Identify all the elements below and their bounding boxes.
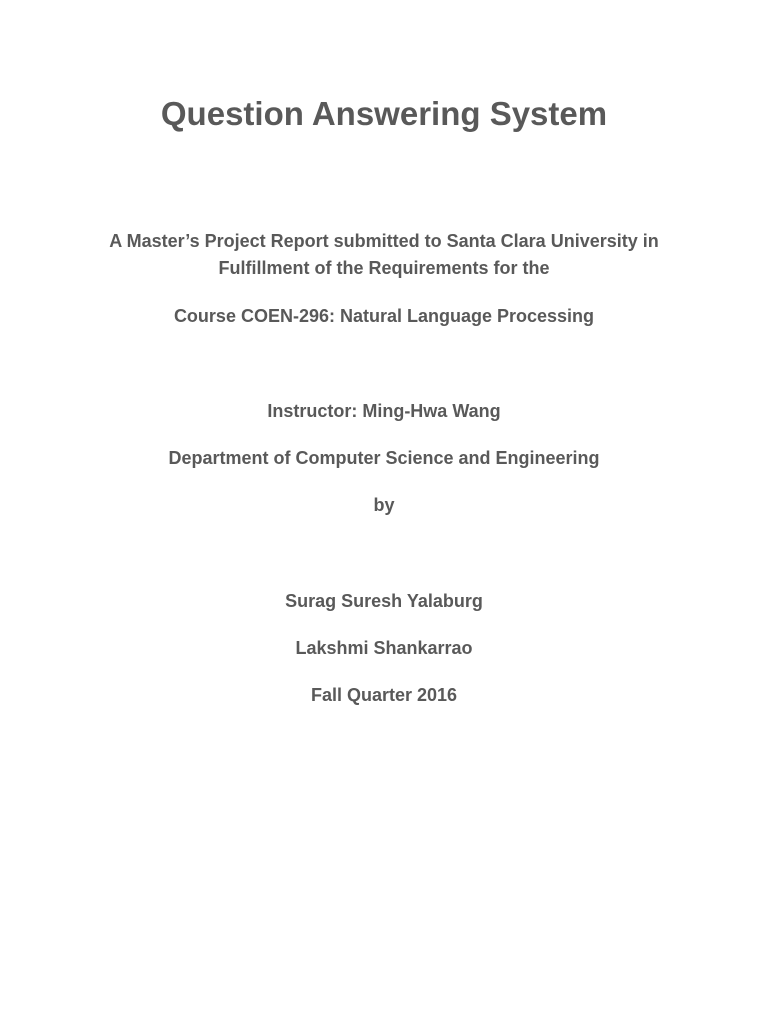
course-name: Course COEN-296: Natural Language Processing xyxy=(173,306,595,326)
report-description-line-2: Fulfillment of the Requirements for the xyxy=(218,258,550,278)
document-title: Question Answering System xyxy=(160,95,608,132)
academic-term: Fall Quarter 2016 xyxy=(310,685,458,705)
instructor-name: Instructor: Ming-Hwa Wang xyxy=(267,401,501,421)
author-name: Surag Suresh Yalaburg xyxy=(285,591,483,611)
by-label: by xyxy=(373,495,395,515)
report-description-line-1: A Master’s Project Report submitted to Santa Clara University in xyxy=(109,231,659,251)
author-name: Lakshmi Shankarrao xyxy=(295,638,473,658)
department-name: Department of Computer Science and Engineering xyxy=(168,448,600,468)
